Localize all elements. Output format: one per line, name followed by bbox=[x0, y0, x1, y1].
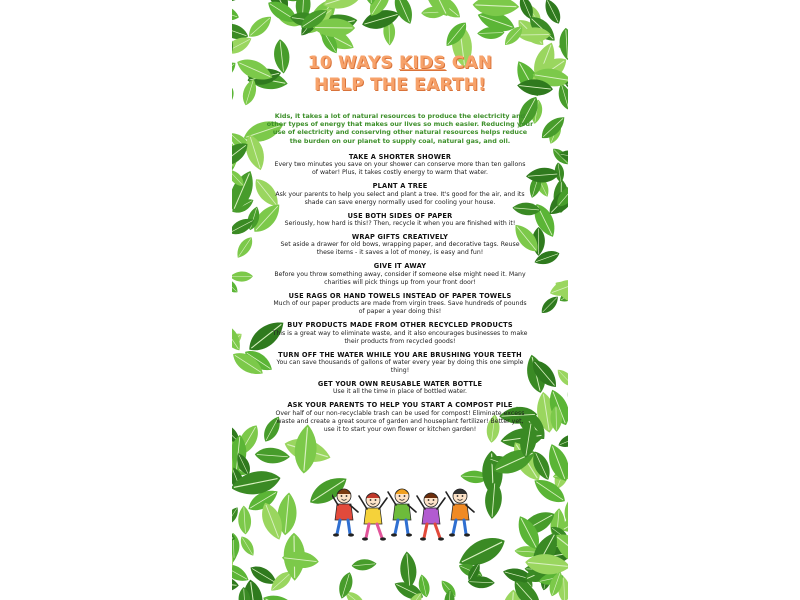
tip-item bbox=[272, 351, 528, 375]
tips-list bbox=[272, 153, 528, 434]
leaf-icon bbox=[237, 534, 257, 558]
tip-body: Over half of our non-recyclable trash can be used for compost! Eliminate excess waste and create a great source of garden and houseplant fertilizer! Better yet, use it to start your own flower or kitchen garden! bbox=[275, 409, 525, 433]
tip-body: You can save thousands of gallons of water every year by doing this one simple thing! bbox=[276, 359, 524, 375]
leaf-icon bbox=[538, 293, 561, 316]
tip-item bbox=[272, 401, 528, 433]
tip-heading: GIVE IT AWAY bbox=[373, 262, 427, 271]
tip-body: Ask your parents to help you select and plant a tree. It's good for the air, and its shade can save energy normally used for cooling your house. bbox=[275, 190, 525, 206]
tip-heading: GET YOUR OWN REUSABLE WATER BOTTLE bbox=[317, 380, 483, 389]
leaf-icon bbox=[232, 391, 233, 414]
tip-item bbox=[272, 233, 528, 257]
tip-body: Seriously, how hard is this!? Then, recycle it when you are finished with it! bbox=[284, 220, 516, 228]
poster-content bbox=[266, 52, 534, 439]
tip-body: Use it all the time in place of bottled water. bbox=[332, 388, 468, 396]
kid-figure bbox=[359, 493, 387, 541]
tip-item bbox=[272, 380, 528, 396]
tip-heading: ASK YOUR PARENTS TO HELP YOU START A COMPOST PILE bbox=[287, 401, 513, 410]
title-part: 10 WAYS bbox=[307, 53, 399, 73]
intro-paragraph: Kids, it takes a lot of natural resources to produce the electricity and other types of energy that makes our lives so much easier. Reducing your use of electricity and conserving other natural resources helps reduce the burden on our planet to supply coal, natural gas, and oil. bbox=[266, 112, 534, 145]
leaf-icon bbox=[554, 366, 568, 389]
leaf-icon bbox=[233, 234, 256, 261]
tip-heading: BUY PRODUCTS MADE FROM OTHER RECYCLED PRODUCTS bbox=[287, 321, 513, 330]
kid-figure bbox=[332, 489, 358, 537]
leaf-icon bbox=[559, 27, 568, 60]
title-part: CAN bbox=[445, 53, 493, 73]
leaf-icon bbox=[232, 239, 234, 266]
leaf-icon bbox=[232, 0, 251, 4]
tip-item bbox=[272, 321, 528, 345]
kid-figure bbox=[417, 493, 445, 541]
tip-body: Every two minutes you save on your shower can conserve more than ten gallons of water! Plus, it takes costly energy to warm that water. bbox=[274, 161, 526, 177]
tip-item bbox=[272, 153, 528, 177]
tip-heading: PLANT A TREE bbox=[372, 182, 428, 191]
tip-body: Set aside a drawer for old bows, wrapping paper, and decorative tags. Reuse these items - it saves a lot of money, is easy and fun! bbox=[280, 241, 520, 257]
poster bbox=[232, 0, 568, 600]
title-line-2: HELP THE EARTH! bbox=[313, 75, 487, 95]
leaf-icon bbox=[232, 86, 237, 111]
leaf-icon bbox=[254, 447, 290, 465]
kid-figure bbox=[446, 489, 474, 537]
tip-heading: USE BOTH SIDES OF PAPER bbox=[347, 211, 453, 220]
tip-heading: TAKE A SHORTER SHOWER bbox=[348, 152, 452, 161]
tip-heading: WRAP GIFTS CREATIVELY bbox=[351, 233, 449, 242]
leaf-icon bbox=[245, 12, 276, 41]
leaf-icon bbox=[525, 167, 559, 184]
title-kids: KIDS bbox=[398, 53, 446, 73]
tip-body: Much of our paper products are made from virgin trees. Save hundreds of pounds of paper a year doing this! bbox=[273, 300, 527, 316]
poster-title bbox=[272, 52, 528, 96]
leaf-icon bbox=[259, 590, 305, 600]
dancing-kids-illustration bbox=[332, 480, 482, 542]
tip-item bbox=[272, 262, 528, 286]
leaf-icon bbox=[232, 271, 253, 282]
leaf-icon bbox=[232, 1, 241, 23]
leaf-icon bbox=[555, 82, 568, 112]
tip-body: This is a great way to eliminate waste, and it also encourages businesses to make their products from recycled goods! bbox=[272, 329, 528, 345]
tip-body: Before you throw something away, consider if someone else might need it. Many charities will pick things up from your front door! bbox=[274, 270, 526, 286]
tip-heading: USE RAGS OR HAND TOWELS INSTEAD OF PAPER TOWELS bbox=[288, 291, 512, 300]
kid-figure bbox=[388, 489, 416, 537]
tip-item bbox=[272, 182, 528, 206]
leaf-icon bbox=[351, 558, 377, 571]
leaf-icon bbox=[237, 505, 252, 535]
tip-item bbox=[272, 212, 528, 228]
leaf-icon bbox=[556, 431, 568, 451]
tip-heading: TURN OFF THE WATER WHILE YOU ARE BRUSHING YOUR TEETH bbox=[278, 350, 522, 359]
tip-item bbox=[272, 292, 528, 316]
